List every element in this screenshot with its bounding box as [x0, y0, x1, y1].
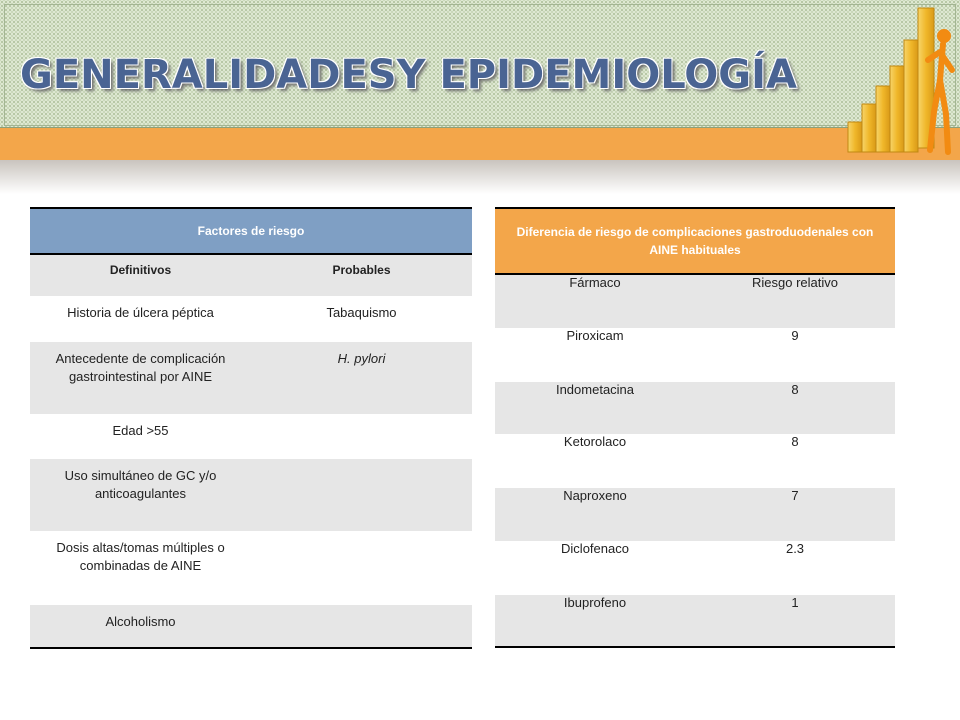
table-row: Edad >55 — [112, 423, 169, 438]
table-row: Ketorolaco 8 — [563, 434, 799, 449]
header-banner — [0, 0, 960, 130]
bar-chart-figure-icon — [840, 0, 960, 165]
table-row: Naproxeno 7 — [495, 488, 895, 541]
column-header-probables: Probables — [332, 263, 391, 277]
slide-title: GENERALIDADESY EPIDEMIOLOGÍA — [20, 52, 797, 98]
column-header-definitivos: Definitivos — [109, 263, 172, 277]
relative-risk-table — [495, 207, 895, 648]
table-row: Antecedente de complicación gastrointestinal por AINE H. pylori — [30, 342, 472, 414]
orange-band — [0, 128, 960, 160]
table-row: Historia de úlcera péptica Tabaquismo — [67, 305, 397, 320]
column-header-farmaco: Fármaco — [569, 275, 621, 290]
table-row: Ibuprofeno 1 — [495, 595, 895, 647]
table-row: Uso simultáneo de GC y/o anticoagulantes — [30, 459, 472, 531]
table-row: Indometacina 8 — [495, 382, 895, 434]
shade-band — [0, 160, 960, 194]
table-row: Piroxicam 9 — [566, 328, 799, 343]
table-row: Dosis altas/tomas múltiples o combinadas de AINE — [56, 540, 225, 573]
risk-factors-table — [30, 207, 472, 649]
risk-factors-header: Factores de riesgo — [30, 208, 472, 254]
relative-risk-header: Diferencia de riesgo de complicaciones gastroduodenales con AINE habituales — [495, 208, 895, 274]
table-row: Diclofenaco 2.3 — [561, 541, 805, 556]
column-header-riesgo-relativo: Riesgo relativo — [752, 275, 838, 290]
table-row: Alcoholismo — [30, 605, 472, 648]
